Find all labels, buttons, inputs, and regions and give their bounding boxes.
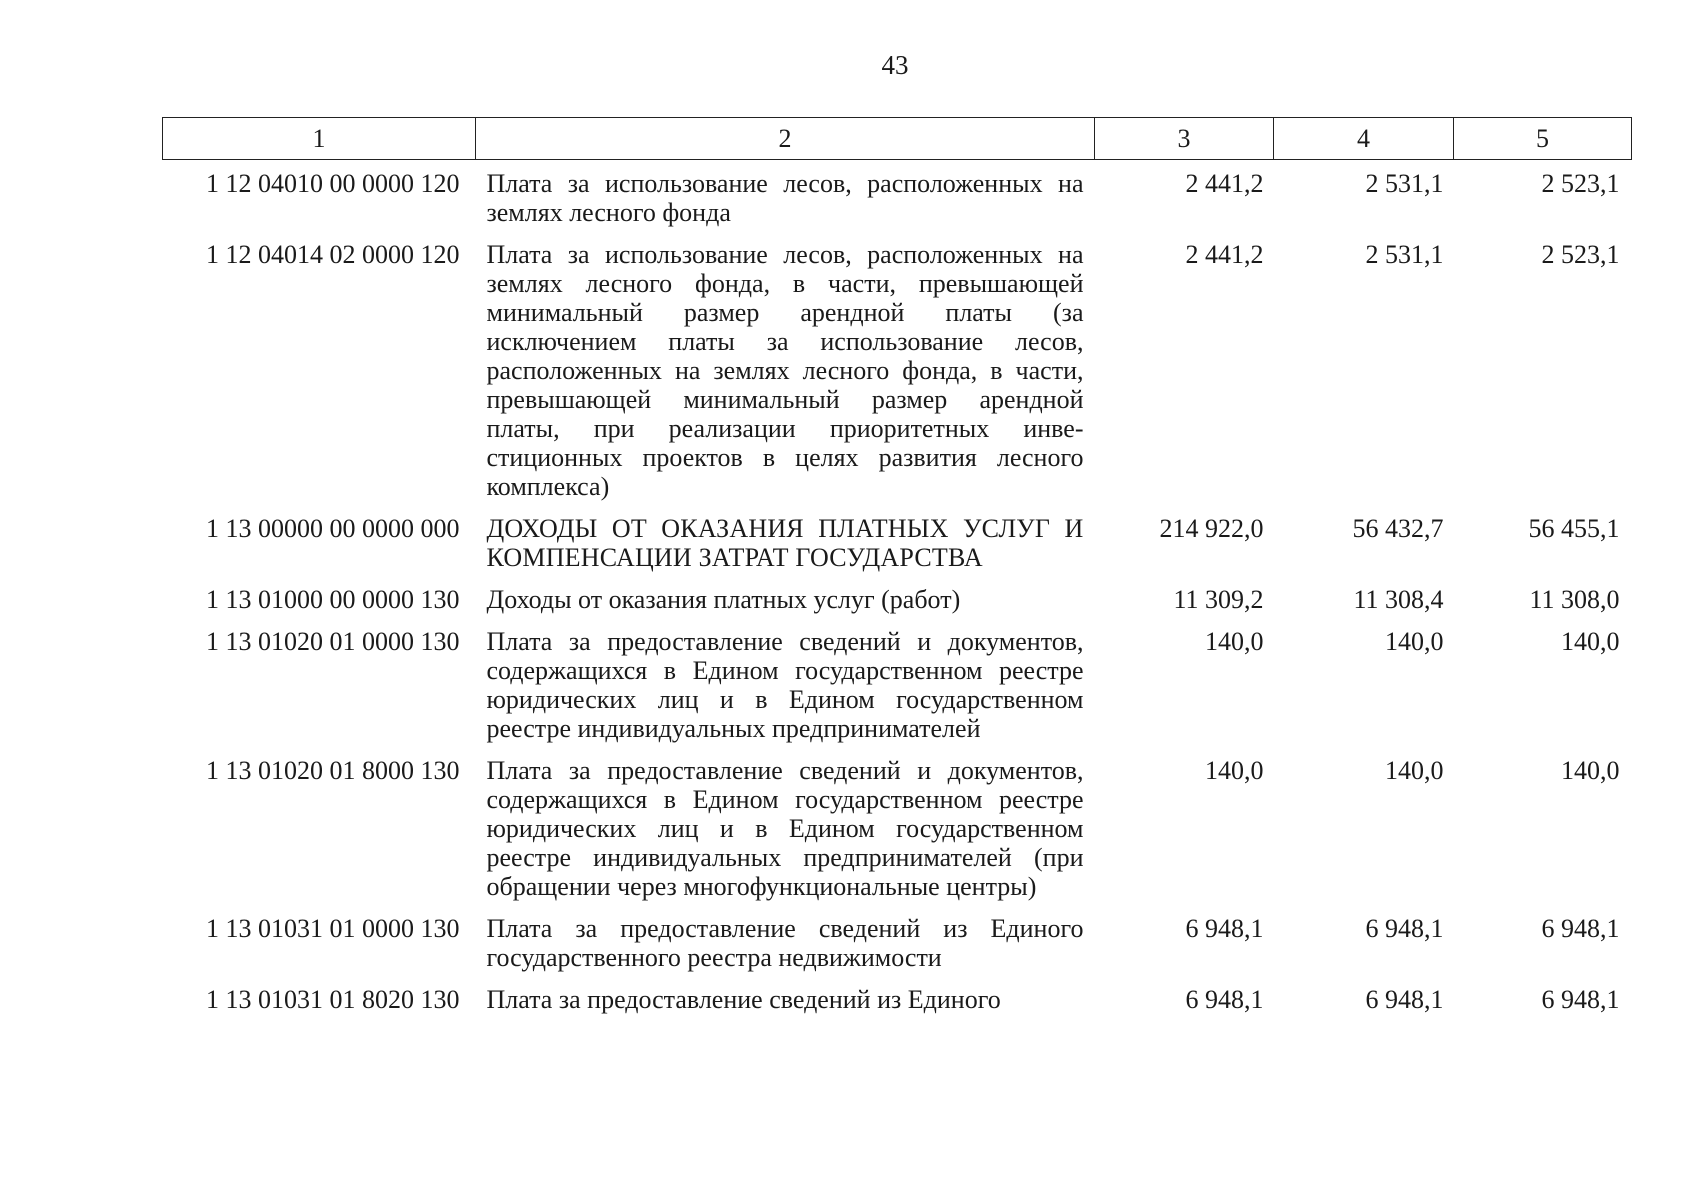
budget-code: 1 13 01031 01 8020 130 [206, 985, 460, 1014]
budget-code: 1 12 04010 00 0000 120 [206, 169, 460, 198]
value-col-5: 6 948,1 [1541, 914, 1620, 943]
value-col-5: 140,0 [1561, 756, 1620, 785]
table-row [163, 619, 1632, 748]
value-col-5: 2 523,1 [1541, 169, 1620, 198]
revenue-table [162, 117, 1632, 1019]
page-number: 43 [881, 50, 909, 80]
value-col-3: 2 441,2 [1185, 240, 1264, 269]
value-col-4: 6 948,1 [1365, 914, 1444, 943]
table-row [163, 906, 1632, 977]
revenue-table-container [162, 117, 1631, 1019]
header-col-1: 1 [163, 118, 476, 160]
value-col-5: 2 523,1 [1541, 240, 1620, 269]
value-col-4: 56 432,7 [1352, 514, 1444, 543]
value-col-3: 2 441,2 [1185, 169, 1264, 198]
value-col-3: 11 309,2 [1173, 585, 1264, 614]
header-col-5: 5 [1454, 118, 1632, 160]
budget-code: 1 13 01031 01 0000 130 [206, 914, 460, 943]
revenue-name: Плата за использование лесов, расположенных на землях лесного фонда, в части, превышающей минимальный размер арендной платы (за исключением платы за использование лесов, расположенных на землях лесного фонда, в части, превышающей минимальный размер арендной платы, при реализации приоритетных инвестиционных проектов в целях развития лесного комплекса) [486, 240, 1084, 501]
table-row [163, 977, 1632, 1019]
value-col-3: 140,0 [1205, 627, 1264, 656]
value-col-5: 56 455,1 [1528, 514, 1620, 543]
table-row [163, 160, 1632, 233]
budget-code: 1 13 01000 00 0000 130 [206, 585, 460, 614]
value-col-5: 140,0 [1561, 627, 1620, 656]
revenue-name: Плата за предоставление сведений из Единого [486, 985, 1001, 1014]
value-col-5: 6 948,1 [1541, 985, 1620, 1014]
header-col-4: 4 [1274, 118, 1454, 160]
table-row [163, 748, 1632, 906]
value-col-4: 6 948,1 [1365, 985, 1444, 1014]
value-col-5: 11 308,0 [1529, 585, 1620, 614]
header-row [163, 118, 1632, 160]
value-col-3: 6 948,1 [1185, 985, 1264, 1014]
revenue-name: Плата за использование лесов, расположенных на землях лесного фонда [486, 169, 1084, 227]
table-row [163, 232, 1632, 506]
budget-code: 1 12 04014 02 0000 120 [206, 240, 460, 269]
table-row [163, 506, 1632, 577]
table-body [163, 160, 1632, 1020]
value-col-4: 11 308,4 [1353, 585, 1444, 614]
revenue-name: Плата за предоставление сведений и документов, содержащихся в Едином государственном реестре юридических лиц и в Едином государственном реестре индивидуальных предпринимателей [486, 627, 1084, 743]
table-header [163, 118, 1632, 160]
header-col-3: 3 [1095, 118, 1274, 160]
revenue-name: ДОХОДЫ ОТ ОКАЗАНИЯ ПЛАТНЫХ УСЛУГ И КОМПЕНСАЦИИ ЗАТРАТ ГОСУДАРСТВА [486, 514, 1084, 572]
revenue-name: Плата за предоставление сведений и документов, содержащихся в Едином государственном реестре юридических лиц и в Едином государственном реестре индивидуальных предпринимателей (при обращении через многофункциональные центры) [486, 756, 1084, 901]
value-col-3: 140,0 [1205, 756, 1264, 785]
revenue-name: Доходы от оказания платных услуг (работ) [486, 585, 961, 614]
value-col-4: 2 531,1 [1365, 169, 1444, 198]
table-row [163, 577, 1632, 619]
budget-code: 1 13 01020 01 0000 130 [206, 627, 460, 656]
revenue-name: Плата за предоставление сведений из Единого государственного реестра недвижимости [486, 914, 1084, 972]
value-col-3: 6 948,1 [1185, 914, 1264, 943]
value-col-4: 140,0 [1385, 627, 1444, 656]
value-col-3: 214 922,0 [1159, 514, 1264, 543]
value-col-4: 2 531,1 [1365, 240, 1444, 269]
value-col-4: 140,0 [1385, 756, 1444, 785]
budget-code: 1 13 00000 00 0000 000 [206, 514, 460, 543]
header-col-2: 2 [476, 118, 1095, 160]
budget-code: 1 13 01020 01 8000 130 [206, 756, 460, 785]
